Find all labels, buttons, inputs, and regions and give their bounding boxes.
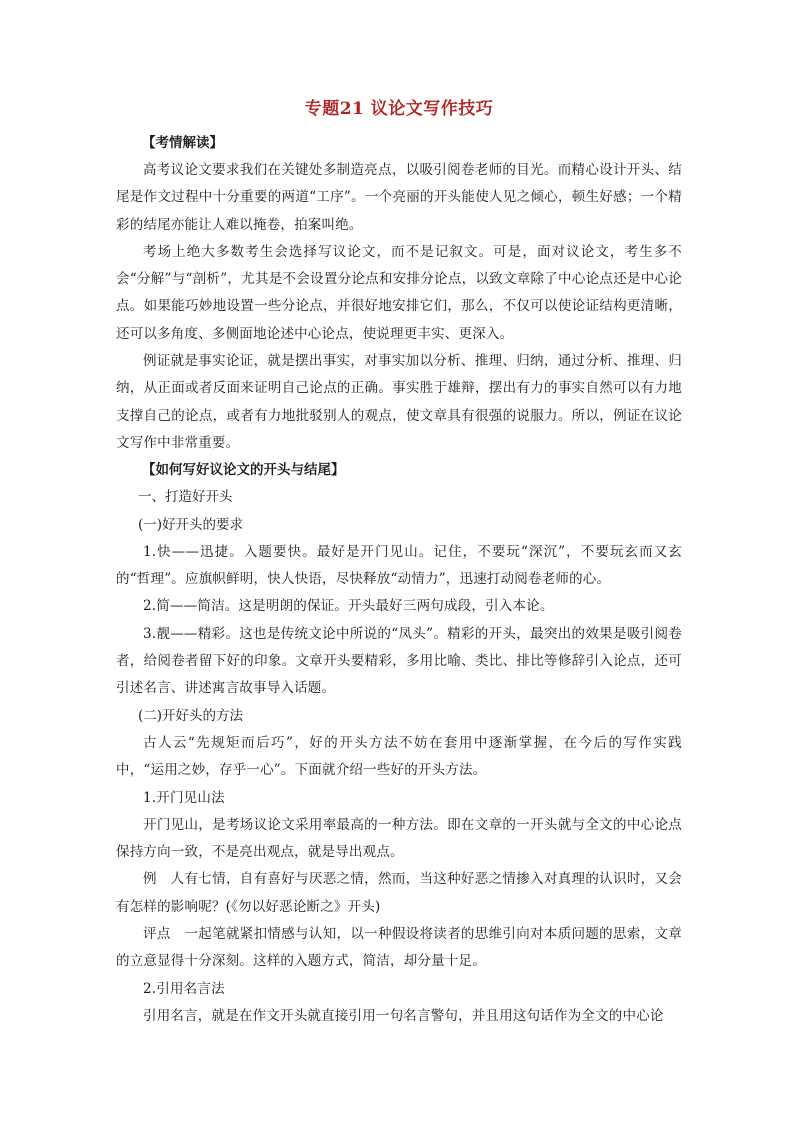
method-1-example: 例 人有七情，自有喜好与厌恶之情，然而，当这种好恶之情掺入对真理的认识时，又会有怎样的影响呢？(《勿以好恶论断之》开头): [116, 871, 682, 915]
heading-opening: 一、打造好开头: [138, 489, 233, 506]
requirement-1: 1.快——迅捷。入题要快。最好是开门见山。记住，不要玩“深沉”，不要玩玄而又玄的“哲理”。应旗帜鲜明，快人快语，尽快释放“动情力”，迅速打动阅卷老师的心。: [116, 543, 682, 588]
method-2-title: 2.引用名言法: [143, 980, 225, 997]
requirement-3: 3.靓——精彩。这也是传统文论中所说的“凤头”。精彩的开头，最突出的效果是吸引阅卷者，给阅卷者留下好的印象。文章开头要精彩，多用比喻、类比、排比等修辞引入论点，还可引述名言、讲述寓言故事导入话题。: [116, 625, 682, 697]
paragraph-1: 高考议论文要求我们在关键处多制造亮点，以吸引阅卷老师的目光。而精心设计开头、结尾是作文过程中十分重要的两道“工序”。一个亮丽的开头能使人见之倾心，顿生好感；一个精彩的结尾亦能让人难以掩卷，拍案叫绝。: [116, 162, 682, 233]
paragraph-3: 例证就是事实论证，就是摆出事实，对事实加以分析、推理、归纳，通过分析、推理、归纳，从正面或者反面来证明自己论点的正确。事实胜于雄辩，摆出有力的事实自然可以有力地支撑自己的论点，或者有力地批驳别人的观点，使文章具有很强的说服力。所以，例证在议论文写作中非常重要。: [116, 353, 682, 451]
requirement-2: 2.简——简洁。这是明朗的保证。开头最好三两句成段，引入本论。: [143, 598, 554, 615]
method-2-text: 引用名言，就是在作文开头就直接引用一句名言警句，并且用这句话作为全文的中心论: [143, 1007, 664, 1024]
heading-opening-methods: (二)开好头的方法: [138, 707, 244, 724]
paragraph-2: 考场上绝大多数考生会选择写议论文，而不是记叙文。可是，面对议论文，考生多不会“分解”与“剖析”，尤其是不会设置分论点和安排分论点，以致文章除了中心论点还是中心论点。如果能巧妙地设置一些分论点，并很好地安排它们，那么，不仅可以使论证结构更清晰，还可以多角度、多侧面地论述中心论点，使说理更丰实、更深入。: [116, 243, 682, 342]
section-heading-howto: 【如何写好议论文的开头与结尾】: [142, 462, 345, 479]
section-heading-kaoqing: 【考情解读】: [142, 135, 223, 151]
document-page: [116, 96, 682, 1030]
heading-opening-requirements: (一)好开头的要求: [138, 516, 244, 533]
methods-intro: 古人云“先规矩而后巧”，好的开头方法不妨在套用中逐渐掌握，在今后的写作实践中，“运用之妙，存乎一心”。下面就介绍一些好的开头方法。: [116, 734, 682, 779]
document-title: 专题21 议论文写作技巧: [304, 99, 494, 119]
method-1-comment: 评点 一起笔就紧扣情感与认知，以一种假设将读者的思维引向对本质问题的思索，文章的立意显得十分深刻。这样的入题方式，简洁，却分量十足。: [116, 926, 682, 970]
method-1-title: 1.开门见山法: [143, 789, 225, 806]
method-1-text: 开门见山，是考场议论文采用率最高的一种方法。即在文章的一开头就与全文的中心论点保持方向一致，不是亮出观点，就是导出观点。: [116, 816, 682, 861]
